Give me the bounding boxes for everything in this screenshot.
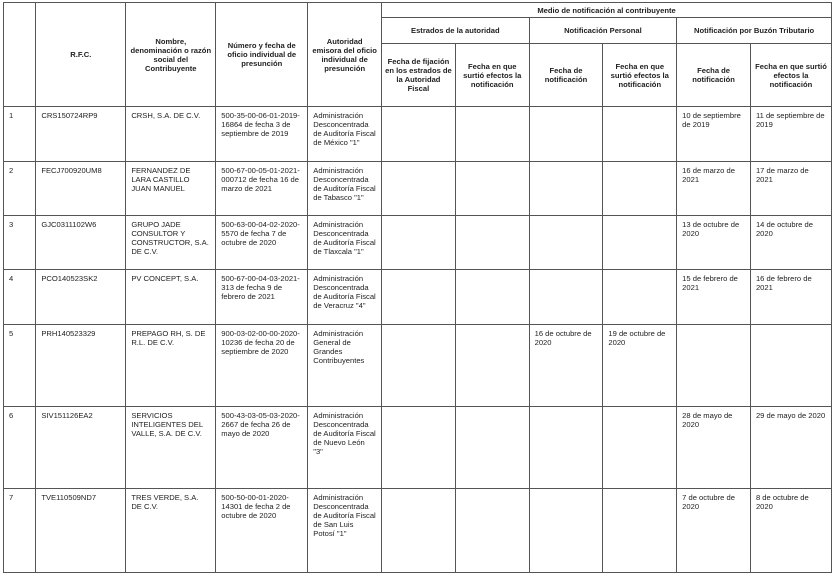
row-personal-fecha xyxy=(529,270,603,325)
row-buzon-surtio: 17 de marzo de 2021 xyxy=(750,162,831,216)
row-estrados-surtio xyxy=(455,162,529,216)
row-oficio: 500-67-00-04-03-2021-313 de fecha 9 de febrero de 2021 xyxy=(216,270,308,325)
row-buzon-surtio xyxy=(750,325,831,407)
header-rfc: R.F.C. xyxy=(36,3,126,107)
row-number: 6 xyxy=(4,407,36,489)
row-autoridad: Administración Desconcentrada de Auditoría Fiscal de Tlaxcala "1" xyxy=(308,216,382,270)
row-personal-surtio xyxy=(603,107,677,162)
row-estrados-fijacion xyxy=(382,407,456,489)
row-nombre: PV CONCEPT, S.A. xyxy=(126,270,216,325)
row-personal-fecha xyxy=(529,162,603,216)
row-rfc: TVE110509ND7 xyxy=(36,489,126,573)
row-nombre: CRSH, S.A. DE C.V. xyxy=(126,107,216,162)
table-row xyxy=(4,270,832,325)
row-nombre: PREPAGO RH, S. DE R.L. DE C.V. xyxy=(126,325,216,407)
row-personal-surtio xyxy=(603,407,677,489)
table-row xyxy=(4,107,832,162)
header-estrados: Estrados de la autoridad xyxy=(382,18,530,44)
row-personal-surtio xyxy=(603,270,677,325)
row-rfc: PCO140523SK2 xyxy=(36,270,126,325)
row-estrados-fijacion xyxy=(382,216,456,270)
row-number: 7 xyxy=(4,489,36,573)
row-autoridad: Administración Desconcentrada de Auditoría Fiscal de Nuevo León "3" xyxy=(308,407,382,489)
row-rfc: GJC0311102W6 xyxy=(36,216,126,270)
row-personal-fecha: 16 de octubre de 2020 xyxy=(529,325,603,407)
document-table-wrapper xyxy=(3,2,832,573)
table-row xyxy=(4,407,832,489)
row-estrados-fijacion xyxy=(382,107,456,162)
row-estrados-fijacion xyxy=(382,270,456,325)
row-buzon-fecha: 10 de septiembre de 2019 xyxy=(677,107,751,162)
row-estrados-surtio xyxy=(455,107,529,162)
header-autoridad: Autoridad emisora del oficio individual de presunción xyxy=(308,3,382,107)
row-number: 2 xyxy=(4,162,36,216)
row-nombre: FERNANDEZ DE LARA CASTILLO JUAN MANUEL xyxy=(126,162,216,216)
row-estrados-fijacion xyxy=(382,325,456,407)
row-autoridad: Administración Desconcentrada de Auditoría Fiscal de México "1" xyxy=(308,107,382,162)
table-row xyxy=(4,489,832,573)
row-autoridad: Administración General de Grandes Contribuyentes xyxy=(308,325,382,407)
header-num xyxy=(4,3,36,107)
row-buzon-fecha: 7 de octubre de 2020 xyxy=(677,489,751,573)
row-autoridad: Administración Desconcentrada de Auditoría Fiscal de San Luis Potosí "1" xyxy=(308,489,382,573)
row-oficio: 500-67-00-05-01-2021-000712 de fecha 16 de marzo de 2021 xyxy=(216,162,308,216)
row-number: 1 xyxy=(4,107,36,162)
row-estrados-fijacion xyxy=(382,162,456,216)
row-personal-surtio xyxy=(603,489,677,573)
row-rfc: PRH140523329 xyxy=(36,325,126,407)
row-autoridad: Administración Desconcentrada de Auditoría Fiscal de Veracruz "4" xyxy=(308,270,382,325)
row-estrados-surtio xyxy=(455,325,529,407)
row-oficio: 500-50-00-01-2020-14301 de fecha 2 de octubre de 2020 xyxy=(216,489,308,573)
row-buzon-surtio: 16 de febrero de 2021 xyxy=(750,270,831,325)
row-nombre: TRES VERDE, S.A. DE C.V. xyxy=(126,489,216,573)
header-medio-notificacion: Medio de notificación al contribuyente xyxy=(382,3,832,18)
header-numero-oficio: Número y fecha de oficio individual de presunción xyxy=(216,3,308,107)
row-personal-fecha xyxy=(529,407,603,489)
row-estrados-surtio xyxy=(455,489,529,573)
row-oficio: 500-43-03-05-03-2020-2667 de fecha 26 de mayo de 2020 xyxy=(216,407,308,489)
row-rfc: SIV151126EA2 xyxy=(36,407,126,489)
row-number: 5 xyxy=(4,325,36,407)
notification-table xyxy=(3,2,832,573)
row-buzon-fecha: 16 de marzo de 2021 xyxy=(677,162,751,216)
row-nombre: GRUPO JADE CONSULTOR Y CONSTRUCTOR, S.A. DE C.V. xyxy=(126,216,216,270)
header-personal: Notificación Personal xyxy=(529,18,677,44)
header-estrados-surtio: Fecha en que surtió efectos la notificación xyxy=(455,44,529,107)
row-personal-surtio: 19 de octubre de 2020 xyxy=(603,325,677,407)
row-personal-surtio xyxy=(603,162,677,216)
row-estrados-fijacion xyxy=(382,489,456,573)
header-nombre: Nombre, denominación o razón social del Contribuyente xyxy=(126,3,216,107)
row-buzon-fecha: 15 de febrero de 2021 xyxy=(677,270,751,325)
row-buzon-surtio: 11 de septiembre de 2019 xyxy=(750,107,831,162)
row-number: 4 xyxy=(4,270,36,325)
row-nombre: SERVICIOS INTELIGENTES DEL VALLE, S.A. DE C.V. xyxy=(126,407,216,489)
header-estrados-fijacion: Fecha de fijación en los estrados de la Autoridad Fiscal xyxy=(382,44,456,107)
table-row xyxy=(4,216,832,270)
row-autoridad: Administración Desconcentrada de Auditoría Fiscal de Tabasco "1" xyxy=(308,162,382,216)
row-rfc: FECJ700920UM8 xyxy=(36,162,126,216)
row-estrados-surtio xyxy=(455,216,529,270)
header-buzon: Notificación por Buzón Tributario xyxy=(677,18,832,44)
header-personal-surtio: Fecha en que surtió efectos la notificación xyxy=(603,44,677,107)
header-buzon-surtio: Fecha en que surtió efectos la notificación xyxy=(750,44,831,107)
row-buzon-fecha: 13 de octubre de 2020 xyxy=(677,216,751,270)
table-row xyxy=(4,325,832,407)
row-buzon-surtio: 14 de octubre de 2020 xyxy=(750,216,831,270)
row-personal-fecha xyxy=(529,489,603,573)
row-rfc: CRS150724RP9 xyxy=(36,107,126,162)
row-oficio: 500-35-00-06-01-2019-16864 de fecha 3 de septiembre de 2019 xyxy=(216,107,308,162)
row-oficio: 900-03-02-00-00-2020-10236 de fecha 20 de septiembre de 2020 xyxy=(216,325,308,407)
header-personal-fecha: Fecha de notificación xyxy=(529,44,603,107)
row-buzon-surtio: 8 de octubre de 2020 xyxy=(750,489,831,573)
row-buzon-fecha xyxy=(677,325,751,407)
row-personal-surtio xyxy=(603,216,677,270)
row-buzon-surtio: 29 de mayo de 2020 xyxy=(750,407,831,489)
row-estrados-surtio xyxy=(455,407,529,489)
row-personal-fecha xyxy=(529,216,603,270)
row-personal-fecha xyxy=(529,107,603,162)
row-number: 3 xyxy=(4,216,36,270)
row-estrados-surtio xyxy=(455,270,529,325)
header-buzon-fecha: Fecha de notificación xyxy=(677,44,751,107)
row-oficio: 500-63-00-04-02-2020-5570 de fecha 7 de octubre de 2020 xyxy=(216,216,308,270)
row-buzon-fecha: 28 de mayo de 2020 xyxy=(677,407,751,489)
table-row xyxy=(4,162,832,216)
